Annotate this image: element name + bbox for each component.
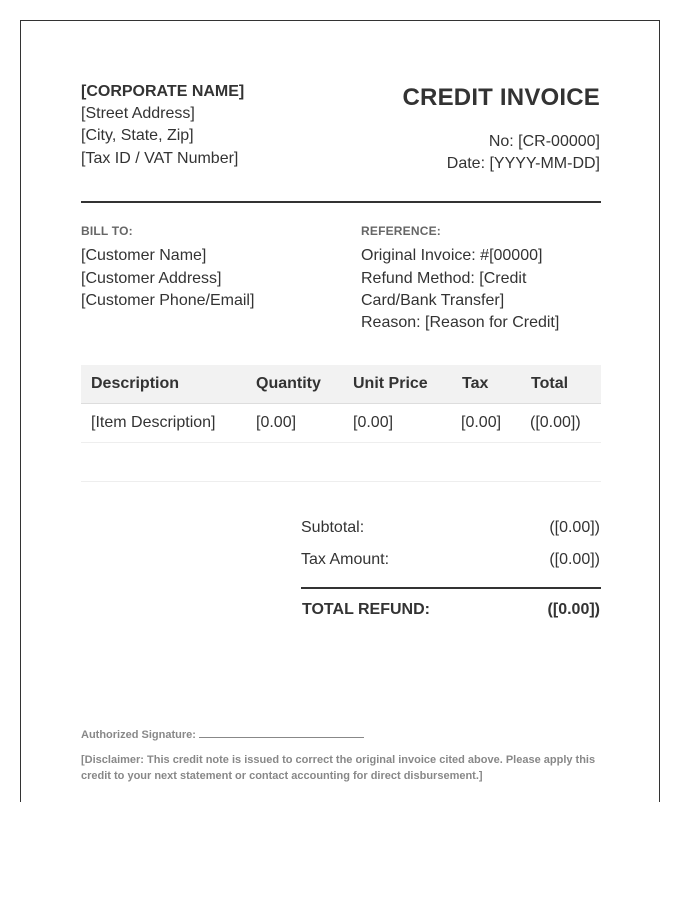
header-divider (81, 201, 601, 203)
column-header-total: Total (531, 375, 569, 392)
row-divider (81, 442, 601, 443)
column-header-description: Description (91, 375, 180, 392)
invoice-date: Date: [YYYY-MM-DD] (446, 155, 600, 172)
tax-amount-value: ([0.00]) (549, 551, 600, 568)
invoice-page (20, 20, 660, 802)
refund-method-line1: Refund Method: [Credit (361, 270, 527, 287)
signature-block (81, 727, 364, 741)
tax-id: [Tax ID / VAT Number] (81, 150, 239, 167)
table-end-divider (81, 481, 601, 482)
total-refund-value: ([0.00]) (547, 601, 600, 618)
customer-address: [Customer Address] (81, 270, 222, 287)
refund-method-line2: Card/Bank Transfer] (361, 292, 505, 309)
total-refund-label: TOTAL REFUND: (302, 601, 430, 618)
tax-amount-label: Tax Amount: (301, 551, 390, 568)
cell-unit-price: [0.00] (353, 414, 394, 431)
signature-label: Authorized Signature: (81, 729, 196, 741)
reference-label: REFERENCE: (361, 224, 442, 238)
street-address: [Street Address] (81, 105, 195, 122)
cell-total: ([0.00]) (530, 414, 581, 431)
invoice-title: CREDIT INVOICE (402, 84, 600, 111)
cell-tax: [0.00] (461, 414, 502, 431)
cell-description: [Item Description] (91, 414, 216, 431)
totals-divider (301, 587, 601, 589)
subtotal-value: ([0.00]) (549, 519, 600, 536)
disclaimer: [Disclaimer: This credit note is issued to correct the original invoice cited above. Please apply this credit to your next statement or contact accounting for direct disbursement.] (81, 754, 596, 782)
items-table-header (81, 365, 601, 404)
city-state-zip: [City, State, Zip] (81, 127, 194, 144)
bill-to-label: BILL TO: (81, 224, 133, 238)
customer-contact: [Customer Phone/Email] (81, 292, 255, 309)
column-header-quantity: Quantity (256, 375, 321, 392)
corporate-name: [CORPORATE NAME] (81, 83, 245, 100)
cell-quantity: [0.00] (256, 414, 297, 431)
signature-line (199, 727, 364, 738)
column-header-unit-price: Unit Price (353, 375, 428, 392)
column-header-tax: Tax (462, 375, 489, 392)
invoice-number: No: [CR-00000] (488, 133, 600, 150)
original-invoice: Original Invoice: #[00000] (361, 247, 543, 264)
customer-name: [Customer Name] (81, 247, 207, 264)
credit-reason: Reason: [Reason for Credit] (361, 314, 560, 331)
subtotal-label: Subtotal: (301, 519, 365, 536)
